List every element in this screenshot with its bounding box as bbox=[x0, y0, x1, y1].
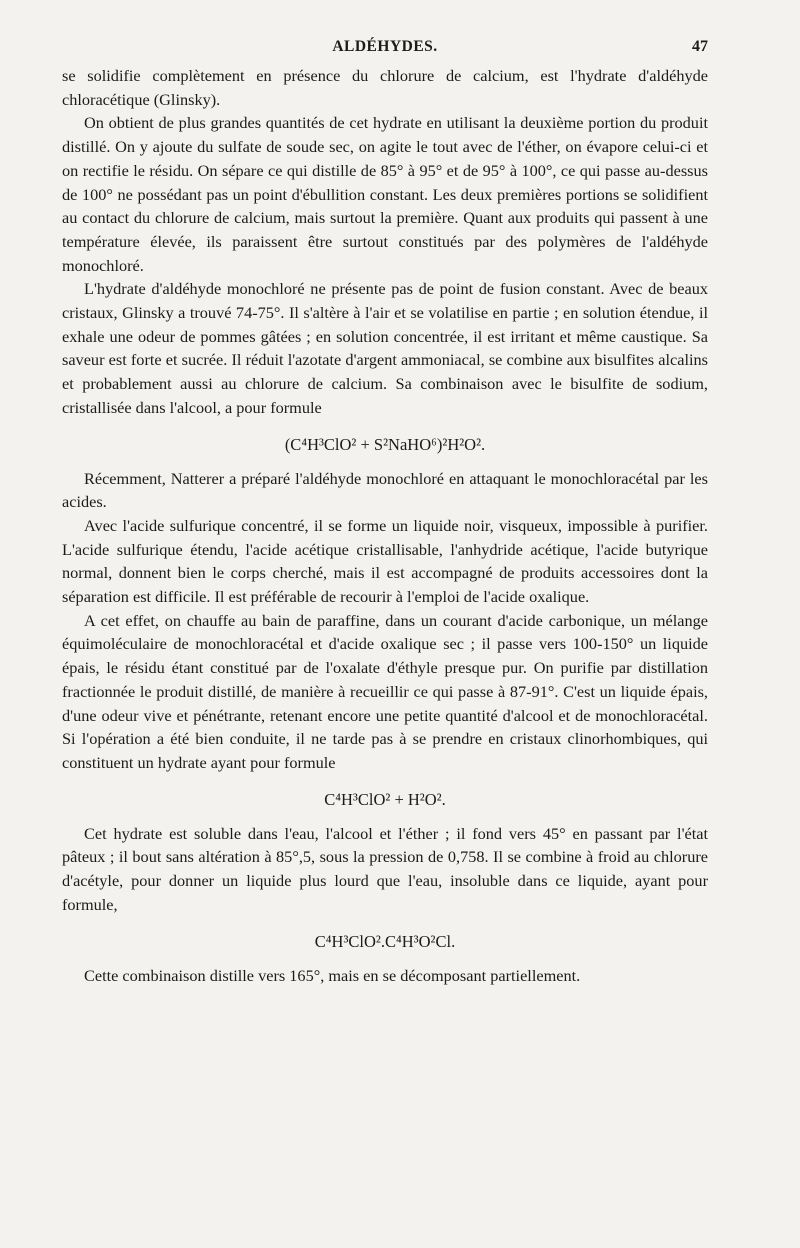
text-body bbox=[62, 64, 708, 987]
page-header bbox=[62, 38, 708, 60]
paragraph-8: Cette combinaison distille vers 165°, mais en se décomposant partiellement. bbox=[84, 965, 581, 985]
paragraph-2: On obtient de plus grandes quantités de cet hydrate en utilisant la deuxième portion du produit distillé. On y ajoute du sulfate de soude sec, on agite le tout avec de l'éther, on évapore celui-ci et on rectifie le résidu. On sépare ce qui distille de 85° à 95° et de 95° à 100°, ce qui passe au-dessus de 100° ne possédant pas un point d'ébullition constant. Les deux premières portions se solidifient au contact du chlorure de calcium, mais surtout la première. Quant aux produits qui passent à une température élevée, ils paraissent être surtout constitués par des polymères de l'aldéhyde monochloré. bbox=[62, 113, 708, 275]
running-title: ALDÉHYDES. bbox=[332, 38, 438, 55]
formula-hydrate: C⁴H³ClO² + H²O². bbox=[324, 789, 446, 809]
formula-acetyl-compound: C⁴H³ClO².C⁴H³O²Cl. bbox=[314, 931, 456, 951]
paragraph-7: Cet hydrate est soluble dans l'eau, l'alcool et l'éther ; il fond vers 45° en passant par l'état pâteux ; il bout sans altération à 85°,5, sous la pression de 0,758. Il se combine à froid au chlorure d'acétyle, pour donner un liquide plus lourd que l'eau, insoluble dans ce liquide, ayant pour formule, bbox=[62, 823, 708, 914]
page-number: 47 bbox=[692, 38, 708, 55]
paragraph-1: se solidifie complètement en présence du chlorure de calcium, est l'hydrate d'aldéhyde chloracétique (Glinsky). bbox=[62, 66, 708, 109]
paragraph-3: L'hydrate d'aldéhyde monochloré ne présente pas de point de fusion constant. Avec de beaux cristaux, Glinsky a trouvé 74-75°. Il s'altère à l'air et se volatilise en partie ; en solution étendue, il exhale une odeur de pommes gâtées ; en solution concentrée, il est irritant et même caustique. Sa saveur est forte et sucrée. Il réduit l'azotate d'argent ammoniacal, se combine aux bisulfites alcalins et probablement aussi au chlorure de calcium. Sa combinaison avec le bisulfite de sodium, cristallisée dans l'alcool, a pour formule bbox=[62, 279, 708, 417]
formula-bisulfite: (C⁴H³ClO² + S²NaHO⁶)²H²O². bbox=[284, 434, 486, 454]
paragraph-6: A cet effet, on chauffe au bain de paraffine, dans un courant d'acide carbonique, un mélange équimoléculaire de monochloracétal et d'acide oxalique sec ; il passe vers 100-150° un liquide épais, le résidu étant constitué par de l'oxalate d'éthyle presque pur. On purifie par distillation fractionnée le produit distillé, de manière à recueillir ce qui passe à 87-91°. C'est un liquide épais, d'une odeur vive et pénétrante, retenant encore une petite quantité d'alcool et de monochloracétal. Si l'opération a été bien conduite, il ne tarde pas à se prendre en cristaux clinorhombiques, qui constituent un hydrate ayant pour formule bbox=[62, 610, 708, 772]
paragraph-4: Récemment, Natterer a préparé l'aldéhyde monochloré en attaquant le monochloracétal par les acides. bbox=[62, 468, 708, 512]
paragraph-5: Avec l'acide sulfurique concentré, il se forme un liquide noir, visqueux, impossible à purifier. L'acide sulfurique étendu, l'acide acétique cristallisable, l'anhydride acétique, l'acide butyrique normal, donnent bien le corps cherché, mais il est accompagné de produits accessoires dont la séparation est difficile. Il est préférable de recourir à l'emploi de l'acide oxalique. bbox=[62, 515, 708, 607]
